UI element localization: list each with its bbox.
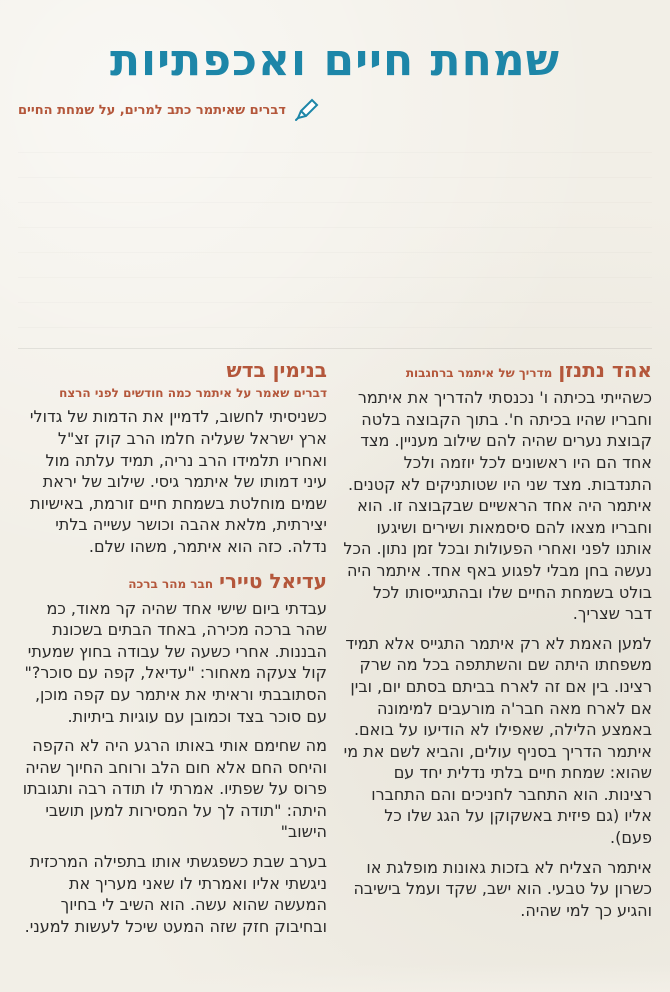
section-divider xyxy=(18,348,652,349)
bottom-fade xyxy=(0,964,670,992)
author-role: מדריך של איתמר ברחגבות xyxy=(405,366,553,381)
author-name: בנימין בדש xyxy=(226,358,327,383)
author-role: חבר מהר ברכה xyxy=(128,576,214,591)
testimonial-paragraph: למען האמת לא רק איתמר התגייס אלא תמיד משפחתו היתה שם והשתתפה בכל מה שרק רצינו. בין אם זה לארח בביתם בסתם יום, ובין אם לארח מאה חבר'ה מורעבים למימונה באמצע הלילה, שאפילו לא הודיעו על בואם. איתמר הדריך בסניף עולים, והביא לשם את מי שהוא: שמחת חיים בלתי נדלית יחד עם רצינות. הוא התחבר לחניכים והם התחברו אליו (גם פיזית באשקוקן על הגג שלו כל פעם). xyxy=(343,633,652,848)
pen-icon xyxy=(294,98,322,122)
testimonial-header xyxy=(18,570,327,592)
testimonial-paragraph: כשהייתי בכיתה ו' נכנסתי להדריך את איתמר וחבריו שהיו בכיתה ח'. בתוך הקבוצה בלטה קבוצת נערים שהיה להם שילוב מעניין. מצד אחד הם היו ראשונים לכל יוזמה ולכל התנדבות. מצד שני היו שטותניקים לא קטנים. איתמר היה אחד הראשיים שבקבוצה זו. הוא וחבריו מצאו להם סיסמאות ושירים ושיגעו אותנו לפני ואחרי הפעולות ובכל זמן נתון. הכל נעשה בחן מבלי לפגוע באף אחד. איתמר היה בולט בשמחת החיים שלו ובהתגייסותו לכל דבר שצריך. xyxy=(343,388,652,624)
testimonial-paragraph: עבדתי ביום שישי אחד שהיה קר מאוד, כמ שהר ברכה מכירה, באחד הבתים בשכונת הבננות. אחרי כשעה של עבודה בחוץ שמעתי קול צעקה מאחור: "עדיאל, קפה עם סוכר?" הסתובבתי וראיתי את איתמר עם קפה מוכן, עם סוכר בצד וכמובן עם עוגיות ביתיות. xyxy=(24,598,327,726)
testimonial-paragraph: בערב שבת כשפגשתי אותו בתפילה המרכזית ניגשתי אליו ואמרתי לו שאני מעריך את המעשה שהוא עשה. הוא השיב לי בחיוך ובחיבוק חזק שזה המעט שיכל לעשות למעני. xyxy=(24,852,327,936)
testimonial-paragraph: איתמר הצליח לא בזכות גאונות מופלגת או כשרון על טבעי. הוא ישב, שקד ועמל בישיבה והגיע כך למי שהיה. xyxy=(353,857,652,920)
testimonial-header xyxy=(18,359,327,400)
letter-heading: דברים שאיתמר כתב למרים, על שמחת החיים xyxy=(18,102,286,118)
author-role: דברים שאמר על איתמר כמה חודשים לפני הרצח xyxy=(59,386,327,401)
testimonial-column-right xyxy=(343,359,652,945)
author-name: אהד נתנזן xyxy=(558,358,652,383)
letter-header xyxy=(18,98,652,122)
testimonial-paragraph: מה שחימם אותי באותו הרגע היה לא הקפה והיחס החם אלא חום הלב ורוחב החיוך שהיה פרוס על שפתיו. אמרתי לו תודה רבה ותגובתו היתה: "תודה לך על המסירות למען תושבי הישוב" xyxy=(22,736,327,842)
handwritten-letter xyxy=(18,128,652,340)
testimonial-column-left xyxy=(18,359,327,945)
testimonials xyxy=(18,359,652,945)
author-name: עדיאל טיירי xyxy=(219,568,327,593)
testimonial-header xyxy=(343,359,652,381)
page-title: שמחת חיים ואכפתיות xyxy=(109,35,561,86)
testimonial-paragraph: כשניסיתי לחשוב, לדמיין את הדמות של גדולי ארץ ישראל שעליה חלמו הרב קוק זצ"ל ואחריו תלמידו הרב נריה, תמיד עלתה מול עיני דמותו של איתמר גיסי. שילוב של יראת שמים מוחלטת בשמחת חיים זורמת, באישיות יצירתית, מלאת אהבה וכושר עשייה בלתי נדלה. כזה הוא איתמר, משהו שלם. xyxy=(29,407,327,556)
